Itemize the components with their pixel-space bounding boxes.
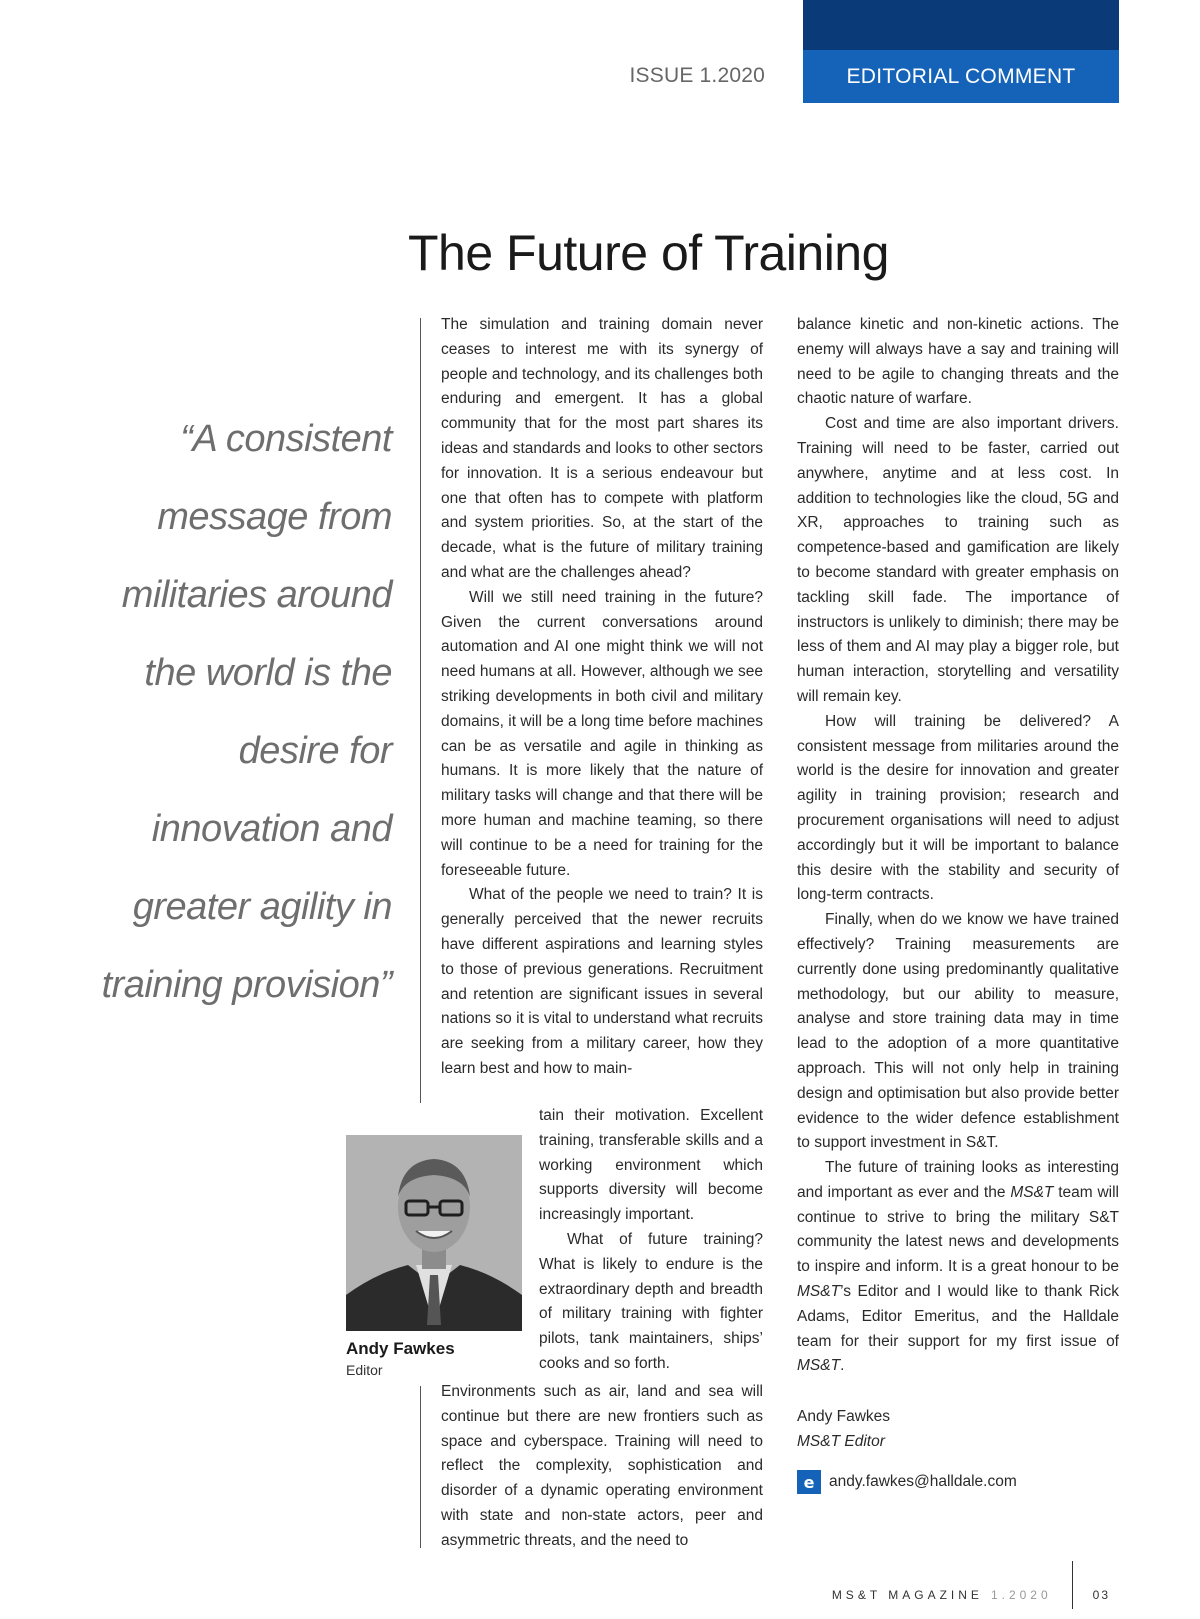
paragraph: What of the people we need to train? It is generally perceived that the newer recruits have different aspirations and learning styles to those of previous generations. Recruitment and retention are significant issues in several nations so it is vital to understand what recruits are seeking from a military career, how they learn best and how to main- (441, 886, 763, 1077)
signoff (797, 1405, 890, 1455)
paragraph (797, 1156, 1119, 1379)
signoff-name: Andy Fawkes (797, 1408, 891, 1425)
footer-issue: 1.2020 (990, 1588, 1052, 1602)
magazine-name: MS&T (797, 1357, 841, 1375)
email-address[interactable]: andy.fawkes@halldale.com (829, 1473, 1017, 1490)
issue-label: ISSUE 1.2020 (629, 64, 765, 87)
email-icon: e (797, 1470, 821, 1494)
magazine-name: MS&T (797, 1283, 841, 1301)
body-column-left-lower (441, 1380, 763, 1554)
email-contact[interactable] (797, 1470, 1017, 1494)
page-number: 03 (1092, 1588, 1110, 1602)
section-label: EDITORIAL COMMENT (803, 50, 1119, 103)
body-column-right (797, 313, 1119, 1379)
paragraph-text: team will continue to strive to bring the military S&T community the latest news and developments to inspire and inform. It is a great honour to be (797, 1183, 1119, 1276)
footer-magazine: MS&T MAGAZINE (831, 1588, 983, 1602)
pull-quote: “A consistent message from militaries around the world is the desire for innovation and greater agility in training provision” (101, 418, 392, 1006)
section-tab-top-band (803, 0, 1119, 50)
paragraph: Cost and time are also important drivers. Training will need to be faster, carried out anywhere, anytime and at less cost. In addition to technologies like the cloud, 5G and XR, approaches to training such as competence-based and gamification are likely to become standard with greater emphasis on tackling skill fade. The importance of instructors is unlikely to diminish; there may be less of them and AI may play a bigger role, but human interaction, storytelling and versatility will remain key. (797, 415, 1119, 705)
paragraph-text: The future of training looks as interesting and important as ever and the (797, 1159, 1119, 1201)
paragraph: Will we still need training in the future? Given the current conversations around automation and AI one might think we will not need humans at all. However, although we see striking developments in both civil and military domains, it will be a long time before machines can be as versatile and agile in thinking as humans. It is more likely that the nature of military tasks will change and that there will be more human and machine teaming, so there will continue to be a need for training for the foreseeable future. (441, 588, 763, 879)
paragraph: How will training be delivered? A consistent message from militaries around the world is the desire for innovation and greater agility in training provision; research and procurement organisations will need to adjust accordingly but it will be important to balance this desire with the stability and security of long-term contracts. (797, 712, 1119, 904)
paragraph: Finally, when do we know we have trained effectively? Training measurements are currently done using predominantly qualitative methodology, but our ability to measure, analyse and store training data may in time lead to the adoption of a more quantitative approach. This will not only help in training design and optimisation but also provide better evidence to the wider defence establishment to support investment in S&T. (797, 911, 1119, 1152)
paragraph: The simulation and training domain never ceases to interest me with its synergy of people and technology, and its challenges both enduring and emergent. It has a global community that for the most part shares its ideas and standards and looks to other sectors for innovation. It is a serious endeavour but one that often has to compete with platform and system priorities. So, at the start of the decade, what is the future of military training and what are the challenges ahead? (441, 316, 764, 581)
paragraph-text: . (840, 1357, 845, 1375)
paragraph-text: ’s Editor and I would like to thank Rick Adams, Editor Emeritus, and the Halldale team for their support for my first issue of (797, 1283, 1119, 1350)
paragraph: tain their motivation. Excellent training, transferable skills and a working environment which supports diversity will become increasingly important. (539, 1107, 763, 1224)
magazine-name: MS&T (1010, 1183, 1054, 1201)
page-footer (832, 1571, 1110, 1619)
body-column-left-upper (441, 313, 763, 1082)
article-title: The Future of Training (408, 225, 889, 281)
body-column-left-inset (539, 1104, 763, 1377)
editor-role: Editor (346, 1362, 383, 1378)
footer-divider (1072, 1561, 1073, 1609)
editor-portrait-illustration (346, 1135, 522, 1331)
paragraph: balance kinetic and non-kinetic actions. The enemy will always have a say and training will need to be agile to changing threats and the chaotic nature of warfare. (797, 316, 1119, 408)
paragraph: What of future training? What is likely to endure is the extraordinary depth and breadth of military training with fighter pilots, tank maintainers, ships’ cooks and so forth. (539, 1230, 763, 1372)
column-rule-top (420, 318, 421, 1103)
section-tab (803, 0, 1119, 103)
editor-name: Andy Fawkes (346, 1339, 455, 1358)
paragraph: Environments such as air, land and sea will continue but there are new frontiers such as space and cyberspace. Training will need to reflect the complexity, sophistication and disorder of a dynamic operating environment with state and non-state actors, peer and asymmetric threats, and the need to (441, 1383, 763, 1549)
signoff-role: MS&T Editor (797, 1432, 885, 1450)
column-rule-bottom (420, 1386, 421, 1548)
editor-photo (346, 1135, 522, 1331)
